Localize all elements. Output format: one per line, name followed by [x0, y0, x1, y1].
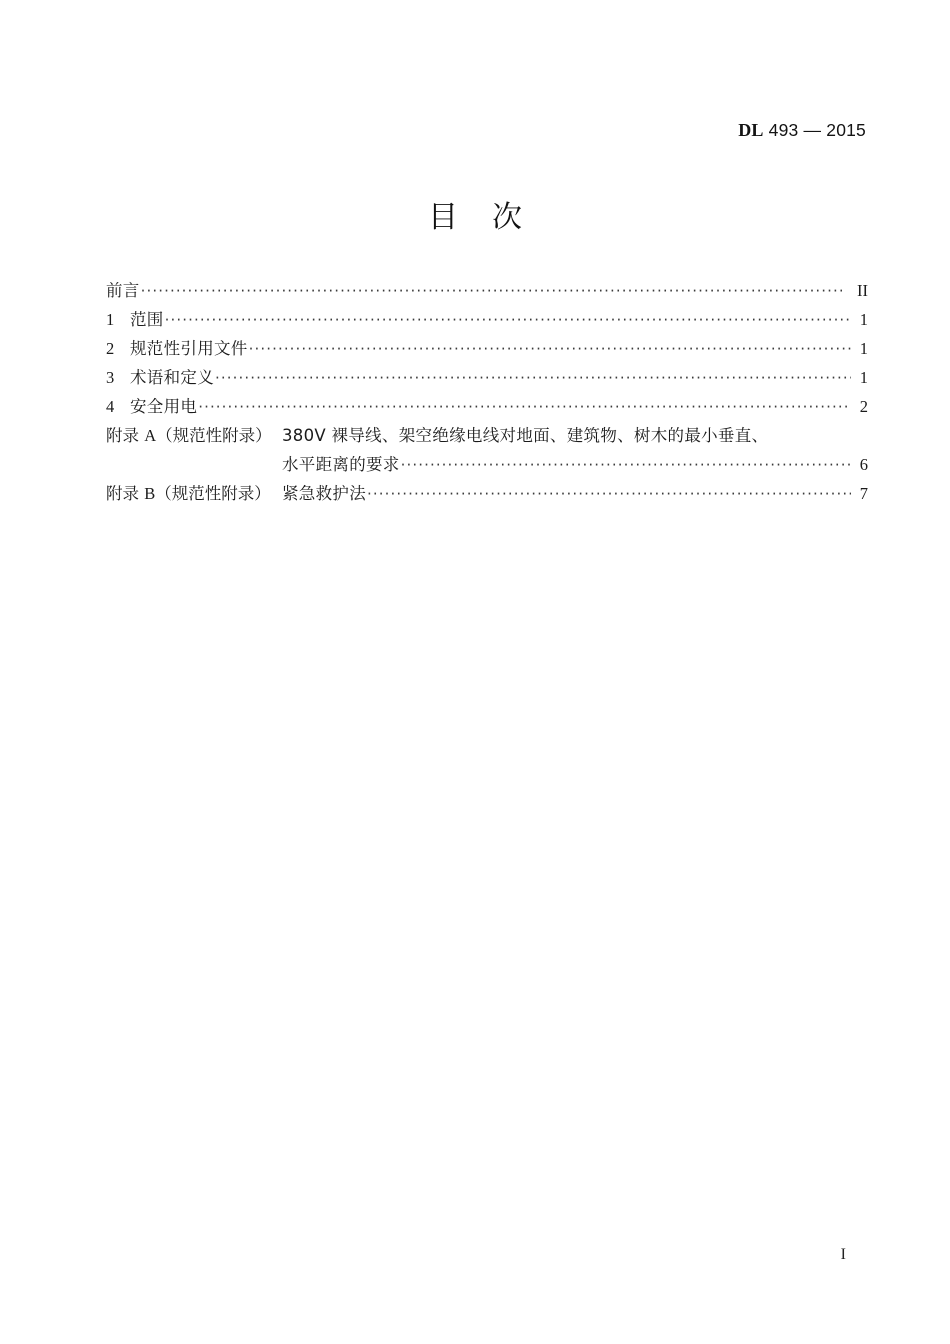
toc-entry-label: 范围: [130, 310, 164, 329]
toc-entry-page: 1: [859, 339, 868, 358]
toc-entry-page: 1: [859, 310, 868, 329]
running-header: [738, 120, 866, 141]
toc-entry-label: 安全用电: [130, 397, 198, 416]
page-title: [0, 192, 950, 236]
toc-entry-label: 规范性引用文件: [130, 339, 248, 358]
toc-entry-page: II: [857, 281, 868, 300]
appendix-a-title-line-1: 380V 裸导线、架空绝缘电线对地面、建筑物、树木的最小垂直、: [282, 426, 769, 445]
toc-entry-number: 1: [106, 310, 115, 329]
appendix-b-page: 7: [859, 484, 868, 503]
toc-entry-label: 术语和定义: [130, 368, 214, 387]
table-of-contents: [106, 276, 868, 508]
toc-entry-number: 2: [106, 339, 115, 358]
page-title-char-1: 目: [428, 200, 458, 235]
toc-entry-number: 3: [106, 368, 115, 387]
appendix-b-tag-suffix: （规范性附录）: [155, 484, 271, 503]
footer-page-number: I: [840, 1246, 846, 1263]
appendix-a-tag-prefix: 附录: [106, 426, 139, 445]
toc-entry-label: 前言: [106, 281, 140, 300]
dot-leader: [215, 371, 851, 388]
page-title-char-2: 次: [492, 200, 522, 235]
toc-entry-scope[interactable]: [106, 305, 868, 334]
toc-entry-page: 2: [859, 397, 868, 416]
dot-leader: [165, 313, 851, 330]
toc-entry-appendix-b[interactable]: [106, 479, 868, 508]
dot-leader: [141, 284, 842, 301]
dot-leader: [367, 487, 851, 504]
toc-entry-terms-and-definitions[interactable]: [106, 363, 868, 392]
toc-entry-appendix-a[interactable]: [106, 421, 868, 450]
standard-prefix: DL: [738, 120, 764, 140]
dot-leader: [249, 342, 851, 359]
appendix-b-tag-prefix: 附录: [106, 484, 139, 503]
appendix-b-tag: [106, 479, 282, 508]
appendix-a-tag-letter: A: [144, 426, 157, 445]
appendix-b-title: 紧急救护法: [282, 484, 366, 503]
toc-entry-appendix-a-continuation[interactable]: [106, 450, 868, 479]
dot-leader: [198, 400, 851, 417]
dot-leader: [401, 458, 851, 475]
appendix-a-title-line-2: 水平距离的要求: [282, 455, 400, 474]
appendix-a-tag-suffix: （规范性附录）: [156, 426, 272, 445]
toc-entry-normative-references[interactable]: [106, 334, 868, 363]
appendix-a-tag: [106, 421, 282, 450]
toc-entry-page: 1: [859, 368, 868, 387]
appendix-b-tag-letter: B: [144, 484, 156, 503]
toc-entry-safe-electricity-use[interactable]: [106, 392, 868, 421]
toc-entry-number: 4: [106, 397, 115, 416]
standard-number: 493 — 2015: [768, 120, 866, 140]
toc-entry-foreword[interactable]: [106, 276, 868, 305]
appendix-a-page: 6: [859, 455, 868, 474]
